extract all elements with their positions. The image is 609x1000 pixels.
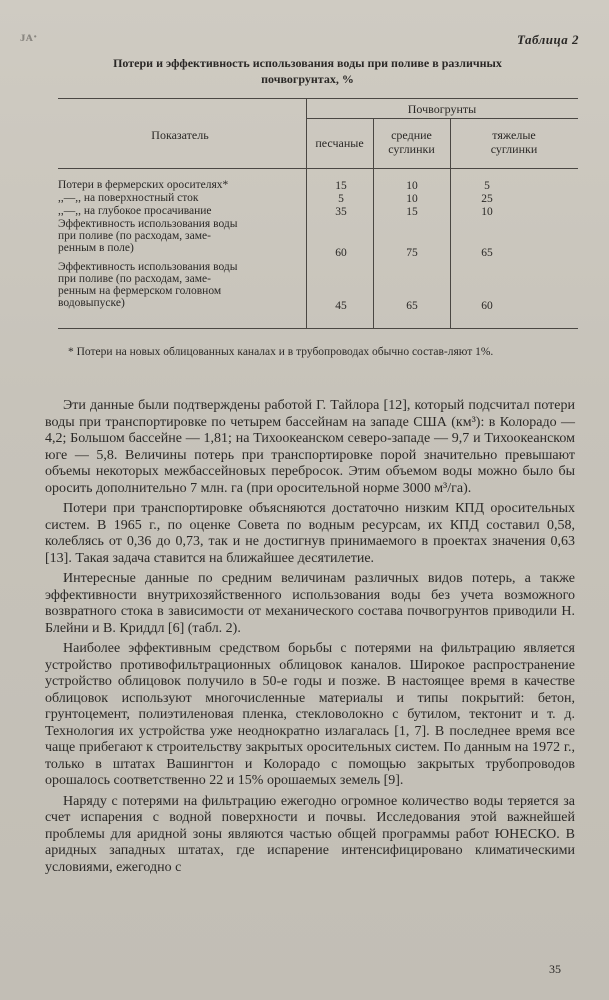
table-row-label: водовыпуске) [58, 297, 125, 309]
table-cell: 15 [406, 206, 418, 218]
table-header-rule [58, 168, 578, 169]
table-cell: 10 [406, 193, 418, 205]
col-heavy-line1: тяжелые [492, 128, 536, 142]
paragraph: Потери при транспортировке объясняются достаточно низким КПД оросительных систем. В 1965 г., по оценке Совета по водным ресурсам, их КПД составил 0,58, колеблясь от 0,36 до 0,73, так и не достигнув принимаемого в проектах значения 0,63 [13]. Такая задача ставится на ближайшее десятилетие. [45, 501, 575, 566]
paragraph: Наряду с потерями на фильтрацию ежегодно огромное количество воды теряется за счет испарения с водной поверхности и почвы. Исследования этой важнейшей проблемы для аридной зоны являются частью общей программы работ ЮНЕСКО. В аридных западных штатах, где испарение интенсифицировано климатическими условиями, ежегодно с [45, 793, 575, 875]
paragraph: Интересные данные по средним величинам различных видов потерь, а также эффективности внутрихозяйственного использования воды без учета возможного возвратного стока в зависимости от механического состава почвогрунтов приводили Н. Блейни и В. Криддл [6] (табл. 2). [45, 571, 575, 636]
table-cell: 10 [481, 206, 493, 218]
table-row-label: при поливе (по расходам, заме- [58, 273, 211, 285]
soils-rule [306, 118, 578, 119]
table-footnote: * Потери на новых облицованных каналах и в трубопроводах обычно состав-ляют 1%. [68, 346, 494, 358]
table-cell: 65 [406, 300, 418, 312]
table-title-line2: почвогрунтах, % [261, 72, 354, 86]
table-top-rule [58, 98, 578, 99]
col-divider-1 [306, 98, 307, 328]
paragraph: Наиболее эффективным средством борьбы с потерями на фильтрацию является устройство противофильтрационных облицовок каналов. Широкое распространение устройство облицовок получило в 50-е годы и позже. В настоящее время в качестве облицовок используют многочисленные материалы и типы покрытий: бетон, грунтоцемент, полиэтиленовая пленка, стекловолокно с бутилом, тектонит и т. д. Технология их устройства уже неоднократно излагалась [1, 7]. В последнее время все чаще прибегают к строительству закрытых оросительных систем. По данным на 1972 г., только в штатах Вашингтон и Колорадо с помощью закрытых трубопроводов орошалось соответственно 22 и 15% орошаемых земель [9]. [45, 641, 575, 788]
paragraph: Эти данные были подтверждены работой Г. Тайлора [12], который подсчитал потери воды при транспортировке по четырем бассейнам на западе США (км³): в Колорадо — 4,2; Большом бассейне — 1,81; на Тихоокеанском северо-западе — 9,7 и Тихоокеанском юге — 5,8. Величины потерь при транспортировке порой значительно превышают объемы некоторых межбассейновых перебросок. Этим объемом воды можно было бы оросить дополнительно 7 млн. га (при оросительной норме 3000 м³/га). [45, 398, 575, 496]
col-heavy-header [450, 128, 578, 156]
table-title-line1: Потери и эффективность использования воды при поливе в различных [113, 56, 502, 70]
table-row-label: ренным на фермерском головном [58, 285, 222, 297]
table-cell: 5 [338, 193, 344, 205]
body-text [45, 398, 575, 880]
table-row-label: ренным в поле) [58, 242, 134, 254]
col-indicator-header: Показатель [151, 128, 209, 142]
table-cell: 45 [335, 300, 347, 312]
table-cell: 65 [481, 247, 493, 259]
col-heavy-line2: суглинки [490, 142, 538, 156]
table-row-label: Потери в фермерских оросителях* [58, 179, 229, 191]
table-cell: 25 [481, 193, 493, 205]
table-row-label: Эффективность использования воды [58, 218, 238, 230]
table-cell: 15 [335, 180, 347, 192]
table-cell: 75 [406, 247, 418, 259]
col-medium-line2: суглинки [388, 142, 435, 156]
table-cell: 60 [335, 247, 347, 259]
table-cell: 35 [335, 206, 347, 218]
col-soils-header: Почвогрунты [407, 102, 477, 116]
col-sandy-header: песчаные [315, 136, 364, 150]
table-bottom-rule [58, 328, 578, 329]
faded-stamp: ᴊᴀ· [20, 30, 38, 45]
page-number: 35 [549, 962, 561, 976]
table-cell: 60 [481, 300, 493, 312]
table-cell: 10 [406, 180, 418, 192]
table-row-label: ,,—,, на глубокое просачивание [58, 205, 212, 217]
table-cell: 5 [484, 180, 490, 192]
table-row-label: при поливе (по расходам, заме- [58, 230, 211, 242]
table-row-label: Эффективность использования воды [58, 261, 238, 273]
table-title [40, 55, 575, 87]
col-medium-header [373, 128, 450, 156]
table-row-label: ,,—,, на поверхностный сток [58, 192, 199, 204]
col-medium-line1: средние [391, 128, 432, 142]
table-label: Таблица 2 [516, 32, 579, 47]
